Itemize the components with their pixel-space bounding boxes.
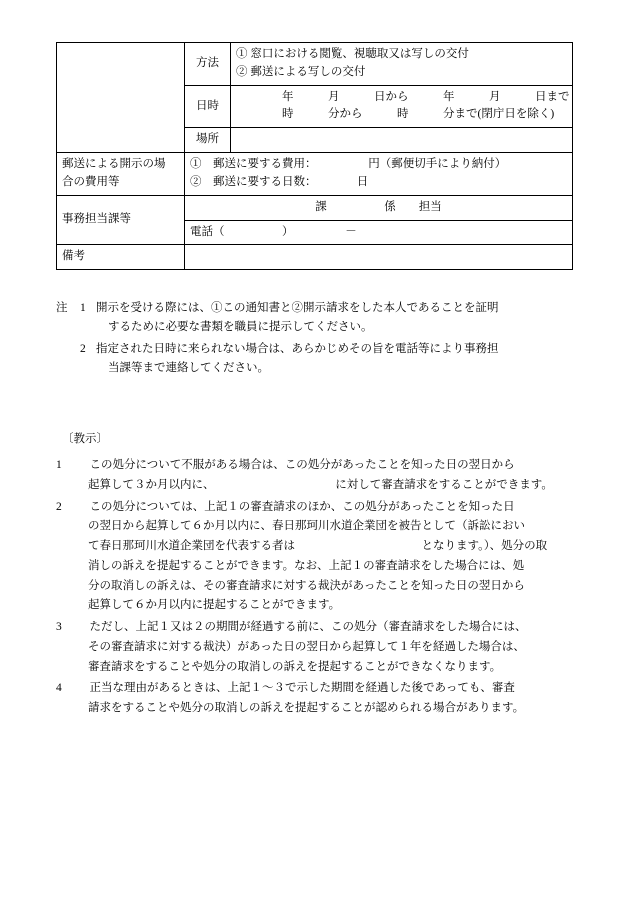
table-row-section: [57, 195, 573, 245]
instruction-3-line-1: ただし、上記１又は２の期間が経過する前に、この処分（審査請求をした場合には、: [78, 621, 527, 634]
instruction-section: [56, 456, 576, 721]
instruction-item-3: [56, 618, 576, 677]
instruction-2-line-1: この処分については、上記１の審査請求のほか、この処分があったことを知った日: [78, 500, 515, 513]
empty-left-cell: [57, 43, 185, 153]
mail-cost-line-1: ① 郵送に要する費用： 円（郵便切手により納付）: [190, 158, 507, 171]
instruction-item-2: [56, 498, 576, 617]
instruction-1-line-2: 起算して３か月以内に、 に対して審査請求をすることができます。: [88, 478, 553, 491]
note-number-2: 2: [80, 343, 86, 356]
instruction-1-line-1: この処分について不服がある場合は、この処分があったことを知った日の翌日から: [78, 459, 515, 471]
instruction-2-line-4: 消しの訴えを提起することができます。なお、上記１の審査請求をした場合には、処: [88, 559, 525, 572]
mail-cost-line-2: ② 郵送に要する日数： 日: [190, 175, 369, 188]
note-1-line-1: 開示を受ける際には、①この通知書と②開示請求をした本人であることを証明: [96, 302, 499, 314]
instruction-section-title: 〔教示〕: [62, 433, 108, 445]
mail-cost-content: [185, 153, 573, 196]
mail-cost-label-line2: 合の費用等: [62, 175, 120, 188]
mail-cost-label-line1: 郵送による開示の場: [62, 158, 166, 171]
instruction-item-4: [56, 679, 576, 719]
note-1-line-2: するために必要な書類を職員に提示してください。: [108, 320, 373, 333]
instruction-number-3: 3: [56, 621, 62, 634]
section-line-2: 電話（ ） －: [190, 225, 357, 238]
remarks-content: [185, 245, 573, 270]
instruction-3-line-2: その審査請求に対する裁決）があった日の翌日から起算して１年を経過した場合は、: [88, 640, 525, 653]
datetime-content: [231, 85, 573, 128]
instruction-3-line-3: 審査請求をすることや処分の取消しの訴えを提起することができなくなります。: [88, 660, 502, 673]
remarks-label: 備考: [57, 245, 185, 270]
disclosure-form-table: [56, 42, 573, 270]
note-number-1: 1: [80, 302, 86, 314]
instruction-2-line-2: の翌日から起算して６か月以内に、春日那珂川水道企業団を被告として（訴訟におい: [88, 520, 525, 533]
note-item-2: [56, 340, 576, 377]
datetime-label: 日時: [185, 85, 231, 128]
instruction-4-line-2: 請求をすることや処分の取消しの訴えを提起することが認められる場合があります。: [88, 702, 525, 715]
section-line-1: 課 係 担当: [185, 196, 572, 221]
datetime-line-2: 時 分から 時 分まで(閉庁日を除く): [236, 108, 555, 121]
table-row-method: [57, 43, 573, 86]
method-option-2: ② 郵送による写しの交付: [236, 65, 366, 78]
instruction-4-line-1: 正当な理由があるときは、上記１～３で示した期間を経過した後であっても、審査: [78, 682, 515, 695]
instruction-2-line-6: 起算して６か月以内に提起することができます。: [88, 599, 341, 612]
datetime-line-1: 年 月 日から 年 月 日まで: [236, 90, 570, 103]
instruction-2-line-5: 分の取消しの訴えは、その審査請求に対する裁決があったことを知った日の翌日から: [88, 579, 525, 592]
place-content: [231, 128, 573, 153]
method-label: 方法: [185, 43, 231, 86]
instruction-number-2: 2: [56, 500, 62, 513]
note-2-line-2: 当課等まで連絡してください。: [108, 361, 269, 374]
instruction-2-line-3: て春日那珂川水道企業団を代表する者は となります。）、処分の取: [88, 540, 548, 553]
method-content: [231, 43, 573, 86]
section-label: 事務担当課等: [57, 195, 185, 245]
place-label: 場所: [185, 128, 231, 153]
note-item-1: [56, 299, 576, 336]
instruction-item-1: [56, 456, 576, 496]
section-content: [185, 195, 573, 245]
mail-cost-label: [57, 153, 185, 196]
table-row-remarks: [57, 245, 573, 270]
notes-block: [56, 299, 576, 378]
instruction-number-1: 1: [56, 459, 62, 471]
instruction-number-4: 4: [56, 682, 62, 695]
method-option-1: ① 窓口における閲覧、視聴取又は写しの交付: [236, 48, 469, 60]
table-row-mail-cost: [57, 153, 573, 196]
notes-label: 注: [56, 302, 68, 314]
note-2-line-1: 指定された日時に来られない場合は、あらかじめその旨を電話等により事務担: [96, 343, 499, 356]
